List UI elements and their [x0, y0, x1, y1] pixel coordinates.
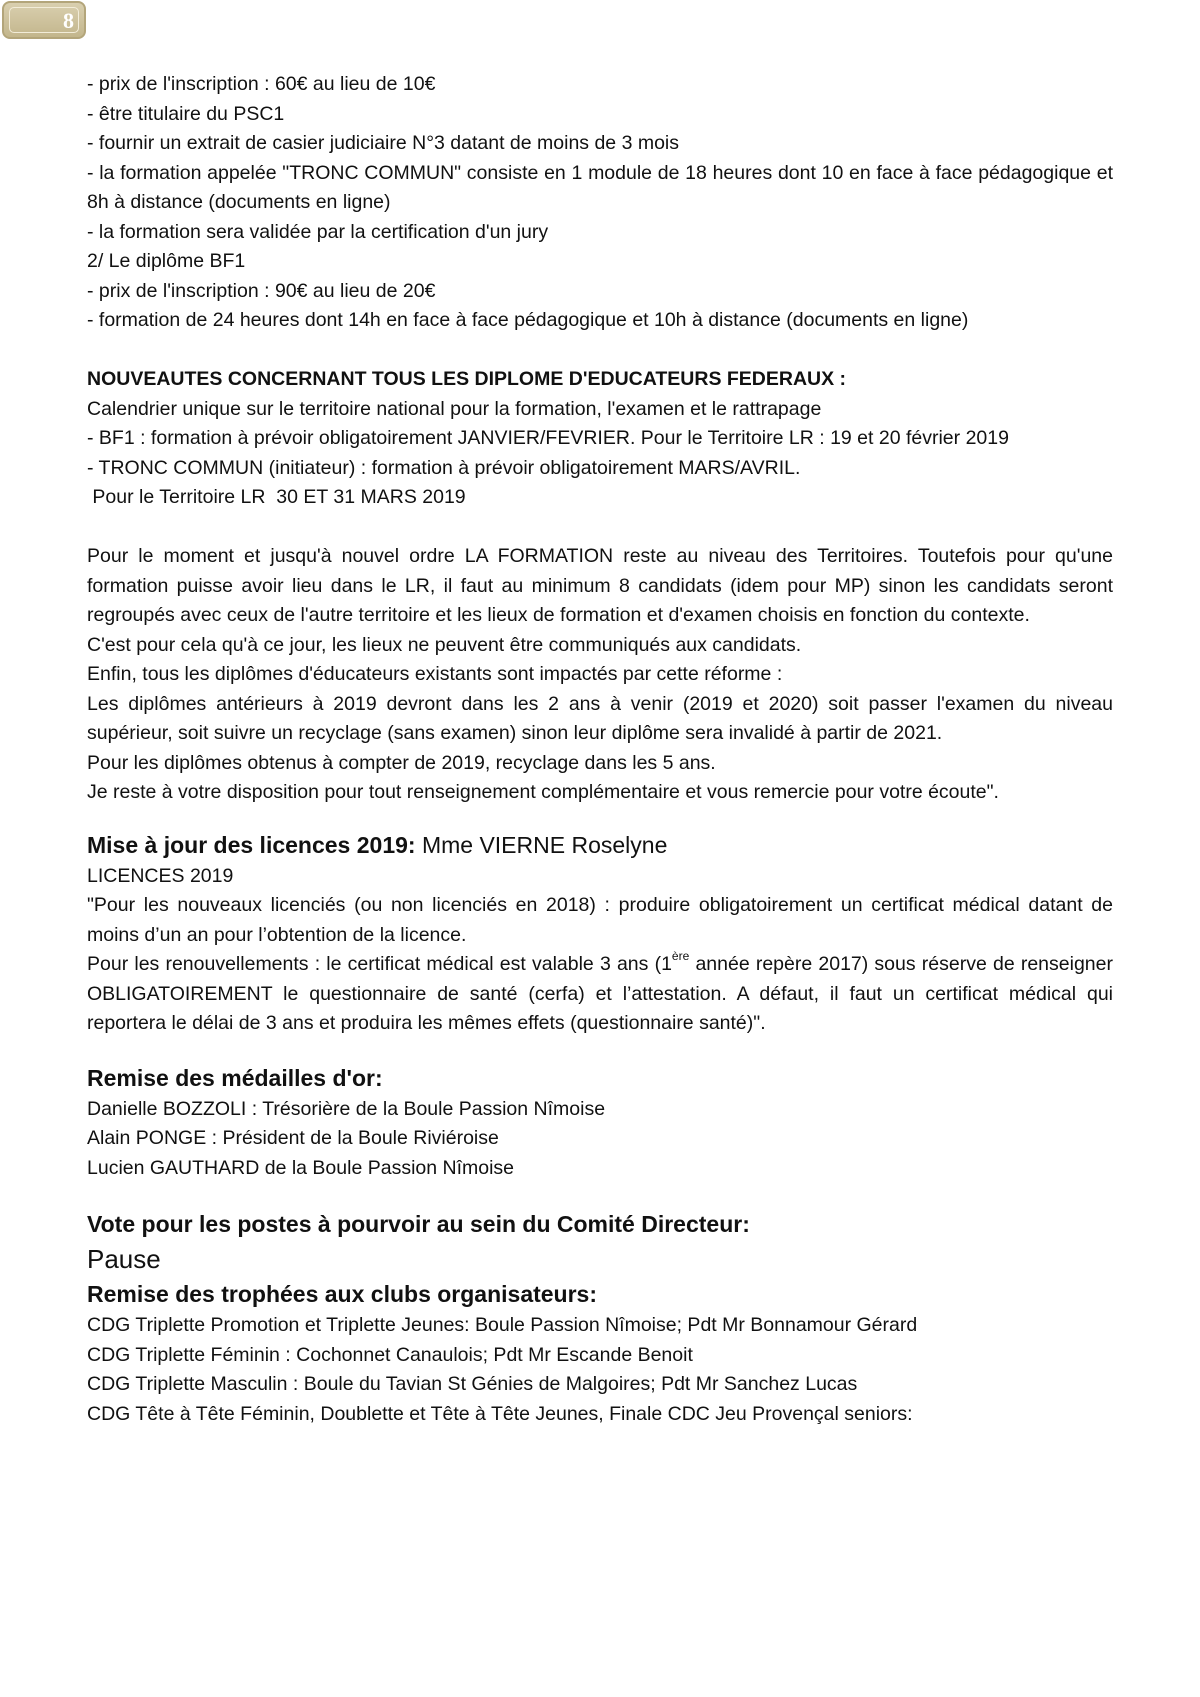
- list-item: CDG Triplette Masculin : Boule du Tavian St Génies de Malgoires; Pdt Mr Sanchez Lucas: [87, 1373, 858, 1395]
- text-line: - prix de l'inscription : 90€ au lieu de 20€: [87, 279, 436, 302]
- text-fragment: Pour les renouvellements : le certificat médical est valable 3 ans (1: [87, 953, 672, 975]
- text-line: - formation de 24 heures dont 14h en face à face pédagogique et 10h à distance (documents en ligne): [87, 309, 969, 331]
- pause-label: Pause: [87, 1244, 161, 1274]
- section-licences: [87, 828, 1113, 1039]
- page-number: 8: [63, 8, 74, 33]
- document-body: [87, 70, 1113, 1429]
- paragraph: "Pour les nouveaux licenciés (ou non licenciés en 2018) : produire obligatoirement un certificat médical datant de moins d’un an pour l’obtention de la licence.: [87, 894, 1113, 946]
- section-medailles: [87, 1061, 1113, 1184]
- paragraph: Pour le moment et jusqu'à nouvel ordre LA FORMATION reste au niveau des Territoires. Toutefois pour qu'une formation puisse avoir lieu dans le LR, il faut au minimum 8 candidats (idem pour MP) sinon les candidats seront regroupés avec ceux de l'autre territoire et les lieux de formation et d'examen choisis en fonction du contexte.: [87, 545, 1113, 626]
- licences-heading: [87, 828, 1113, 862]
- paragraph: C'est pour cela qu'à ce jour, les lieux ne peuvent être communiqués aux candidats.: [87, 633, 802, 656]
- text-line: - prix de l'inscription : 60€ au lieu de 10€: [87, 73, 436, 95]
- list-item: Danielle BOZZOLI : Trésorière de la Boule Passion Nîmoise: [87, 1097, 606, 1120]
- text-line: - TRONC COMMUN (initiateur) : formation à prévoir obligatoirement MARS/AVRIL.: [87, 456, 801, 479]
- superscript: ère: [671, 949, 690, 963]
- text-line: - fournir un extrait de casier judiciaire N°3 datant de moins de 3 mois: [87, 132, 679, 154]
- text-line: - BF1 : formation à prévoir obligatoirement JANVIER/FEVRIER. Pour le Territoire LR : 19 et 20 février 2019: [87, 427, 1009, 449]
- list-item: CDG Triplette Féminin : Cochonnet Canaulois; Pdt Mr Escande Benoit: [87, 1343, 693, 1366]
- text-line: - la formation sera validée par la certification d'un jury: [87, 220, 549, 243]
- text-fragment: année repère 2017) sous réserve de renseigner OBLIGATOIREMENT le questionnaire de santé (cerfa) et l’attestation. A défaut, il faut un certificat médical qui reportera le délai de 3 ans et produira les mêmes effets (questionnaire santé)".: [87, 953, 1113, 1034]
- licences-heading-title: Mise à jour des licences 2019:: [87, 831, 416, 858]
- text-line: - la formation appelée "TRONC COMMUN" consiste en 1 module de 18 heures dont 10 en face à face pédagogique et 8h à distance (documents en ligne): [87, 161, 1113, 213]
- section-vote: [87, 1207, 1113, 1277]
- section-trophees: [87, 1277, 1113, 1429]
- text-line: - être titulaire du PSC1: [87, 102, 285, 125]
- page-number-badge: [2, 1, 86, 39]
- text-line: Calendrier unique sur le territoire national pour la formation, l'examen et le rattrapage: [87, 397, 822, 420]
- vote-heading: Vote pour les postes à pourvoir au sein du Comité Directeur:: [87, 1211, 750, 1237]
- text-line: Pour le Territoire LR 30 ET 31 MARS 2019: [87, 486, 466, 508]
- paragraph: [87, 950, 1113, 1039]
- list-item: Alain PONGE : Président de la Boule Riviéroise: [87, 1127, 499, 1149]
- section-formation-details: [87, 542, 1113, 808]
- list-item: CDG Triplette Promotion et Triplette Jeunes: Boule Passion Nîmoise; Pdt Mr Bonnamour Gérard: [87, 1314, 918, 1336]
- paragraph: Les diplômes antérieurs à 2019 devront dans les 2 ans à venir (2019 et 2020) soit passer l'examen du niveau supérieur, soit suivre un recyclage (sans examen) sinon leur diplôme sera invalidé à partir de 2021.: [87, 692, 1113, 744]
- paragraph: Je reste à votre disposition pour tout renseignement complémentaire et vous remercie pour votre écoute".: [87, 781, 999, 803]
- list-item: Lucien GAUTHARD de la Boule Passion Nîmoise: [87, 1156, 515, 1179]
- section-formation-requirements: [87, 70, 1113, 336]
- trophees-heading: Remise des trophées aux clubs organisateurs:: [87, 1281, 598, 1307]
- paragraph: Pour les diplômes obtenus à compter de 2019, recyclage dans les 5 ans.: [87, 751, 716, 774]
- list-item: CDG Tête à Tête Féminin, Doublette et Tête à Tête Jeunes, Finale CDC Jeu Provençal seniors:: [87, 1402, 913, 1425]
- licences-heading-name: Mme VIERNE Roselyne: [415, 831, 668, 858]
- text-line: 2/ Le diplôme BF1: [87, 250, 246, 272]
- paragraph: Enfin, tous les diplômes d'éducateurs existants sont impactés par cette réforme :: [87, 663, 783, 685]
- licences-subheading: LICENCES 2019: [87, 864, 234, 887]
- medailles-heading: Remise des médailles d'or:: [87, 1064, 383, 1091]
- nouveautes-heading: NOUVEAUTES CONCERNANT TOUS LES DIPLOME D'EDUCATEURS FEDERAUX :: [87, 368, 847, 390]
- section-nouveautes: [87, 365, 1113, 513]
